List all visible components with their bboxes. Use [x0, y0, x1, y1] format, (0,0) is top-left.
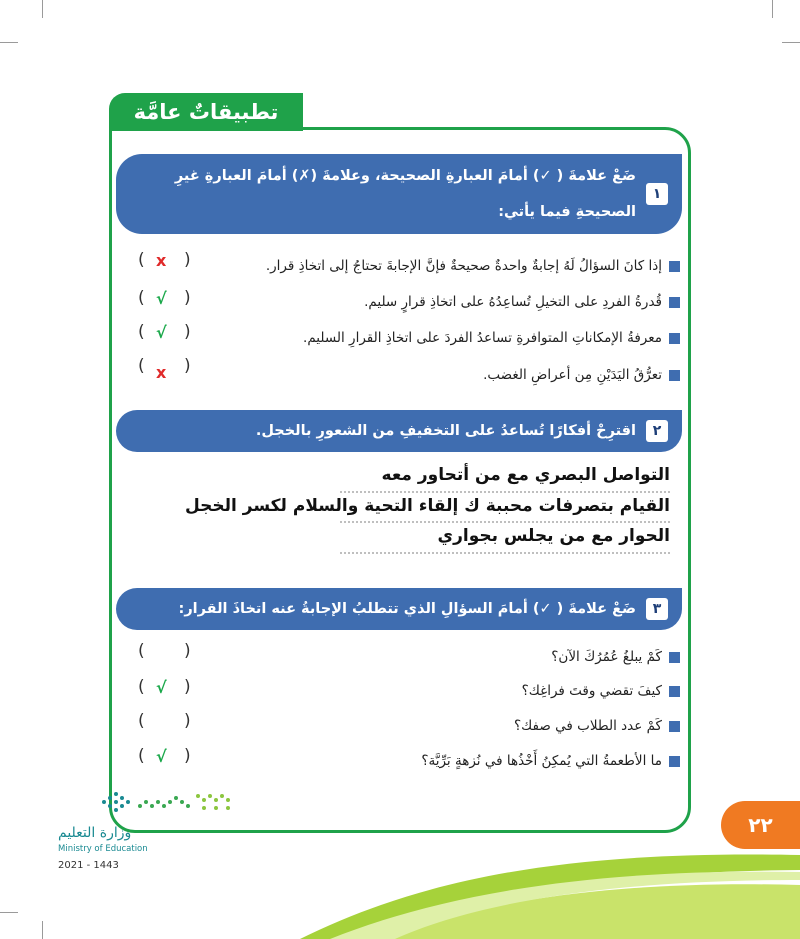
q3-answer-box-1[interactable]: ( )	[138, 641, 191, 661]
q2-answer-line-3[interactable]: الحوار مع من يجلس بجواري	[437, 526, 670, 546]
q3-item-4: ما الأطعمةُ التي يُمكِنُ أَخْذُها في نُزهةٍ بَرِّيَّة؟	[421, 753, 680, 769]
q3-item-1: كَمْ يبلغُ عُمُرُكَ الآن؟	[551, 649, 680, 665]
ministry-emblem-icon	[100, 788, 235, 822]
bullet-square-icon	[669, 297, 680, 308]
question-2-instruction: اقترِحْ أفكارًا تُساعدُ على التخفيفِ من الشعورِ بالخجل.	[255, 423, 636, 439]
q1-answer-box-4[interactable]: ( x )	[138, 356, 191, 382]
bullet-square-icon	[669, 686, 680, 697]
question-1-bar	[116, 154, 682, 234]
q1-answer-box-2[interactable]: ( √ )	[138, 288, 191, 308]
page-number: ٢٢	[721, 801, 800, 849]
question-3-bar	[116, 588, 682, 630]
bullet-square-icon	[669, 721, 680, 732]
section-title: تطبيقاتٌ عامَّة	[109, 93, 303, 131]
q3-answer-box-2[interactable]: ( √ )	[138, 677, 191, 697]
question-1-instruction: ضَعْ علامةَ ( ✓) أمامَ العبارةِ الصحيحة، وعلامةَ (✗) أمامَ العبارةِ غيرِ الصحيحةِ فيما يأتي:	[174, 168, 636, 220]
check-mark-icon: √	[156, 289, 167, 308]
ministry-name-ar: وزارة التعليم	[58, 825, 132, 841]
q1-item-3: معرفةُ الإمكاناتِ المتوافرةِ تساعدُ الفردَ على اتخاذِ القرارِ السليم.	[303, 330, 680, 346]
q1-item-4: تعرُّقُ اليَدَيْنِ مِن أعراضِ الغضب.	[483, 367, 680, 383]
q3-answer-box-3[interactable]: ( )	[138, 711, 191, 731]
check-mark-icon: √	[156, 747, 167, 766]
q3-answer-box-4[interactable]: ( √ )	[138, 746, 191, 766]
answer-dotted-line	[340, 521, 670, 523]
bullet-square-icon	[669, 261, 680, 272]
bullet-square-icon	[669, 756, 680, 767]
q2-answer-line-2[interactable]: القيام بتصرفات محببة ك إلقاء التحية والسلام لكسر الخجل	[184, 496, 670, 516]
question-2-bar	[116, 410, 682, 452]
question-3-instruction: ضَعْ علامةَ ( ✓) أمامَ السؤالِ الذي تتطلبُ الإجابةُ عنه اتخاذَ القرار:	[178, 601, 636, 617]
edition-year: 2021 - 1443	[58, 860, 119, 871]
ministry-name-en: Ministry of Education	[58, 844, 148, 854]
q3-item-2: كيفَ تقضي وقتَ فراغِك؟	[522, 683, 680, 699]
question-3-number: ٣	[646, 598, 668, 620]
answer-dotted-line	[340, 491, 670, 493]
q1-item-1: إذا كانَ السؤالُ لَهُ إجابةٌ واحدةٌ صحيحةٌ فإنَّ الإجابةَ تحتاجُ إلى اتخاذِ قرار.	[266, 258, 680, 274]
answer-dotted-line	[340, 552, 670, 554]
q2-answer-line-1[interactable]: التواصل البصري مع من أتحاور معه	[381, 465, 670, 485]
q1-answer-box-1[interactable]: ( x )	[138, 250, 191, 270]
bullet-square-icon	[669, 370, 680, 381]
bullet-square-icon	[669, 333, 680, 344]
q1-item-2: قُدرةُ الفردِ على التخيلِ تُساعِدُهُ على اتخاذِ قرارٍ سليم.	[364, 294, 680, 310]
question-2-number: ٢	[646, 420, 668, 442]
q1-answer-box-3[interactable]: ( √ )	[138, 322, 191, 342]
question-1-number: ١	[646, 183, 668, 205]
cross-mark-icon: x	[156, 251, 167, 270]
cross-mark-icon: x	[156, 363, 167, 382]
check-mark-icon: √	[156, 323, 167, 342]
bullet-square-icon	[669, 652, 680, 663]
check-mark-icon: √	[156, 678, 167, 697]
q3-item-3: كَمْ عدد الطلاب في صفك؟	[514, 718, 680, 734]
